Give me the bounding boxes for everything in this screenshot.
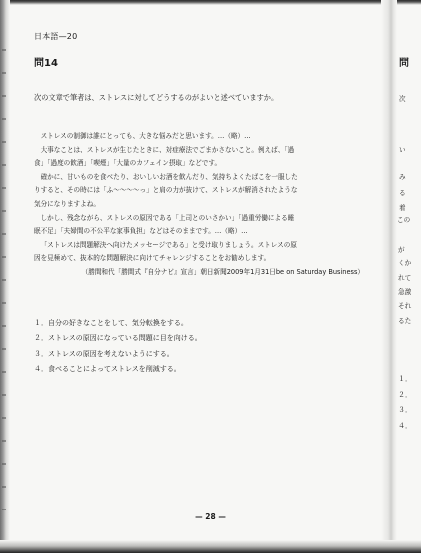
reading-passage	[34, 130, 364, 280]
answer-option-1: １．自分の好きなことをして、気分転換をする。	[34, 319, 188, 327]
passage-line: 気分になりますよね。	[34, 199, 100, 208]
right-page-fragment: 着	[399, 204, 406, 212]
right-page-fragment: る	[399, 189, 406, 197]
scan-top-edge	[0, 0, 421, 5]
right-page-fragment: み	[399, 173, 406, 181]
right-page-fragment: 急激	[398, 288, 412, 296]
page-number: — 28 —	[195, 512, 226, 521]
right-page-option: ３．	[398, 406, 412, 414]
passage-line: 因を見極めて、抜本的な問題解決に向けてチャレンジすることをお勧めします。	[34, 254, 271, 263]
right-page-prompt: 次	[399, 95, 406, 103]
answer-option-2: ２．ストレスの原因になっている問題に目を向ける。	[34, 334, 202, 343]
right-page-fragment: れて	[398, 274, 412, 282]
passage-line: 眠不足」「夫婦間の不公平な家事負担」などはそのままです。…（略）…	[34, 227, 248, 236]
passage-line: りすると、その時には「ふ〜〜〜〜っ」と肩の力が抜けて、ストレスが解消されたような	[34, 186, 298, 195]
right-page-option: ４．	[398, 422, 412, 430]
binding-marks	[2, 40, 6, 510]
passage-line: 確かに、甘いものを食べたり、おいしいお酒を飲んだり、気持ちよくたばこを一服した	[40, 172, 298, 181]
question-prompt: 次の文章で筆者は、ストレスに対してどうするのがよいと述べていますか。	[34, 93, 279, 102]
passage-line: 「ストレスは問題解決へ向けたメッセージである」と受け取りましょう。ストレスの原	[40, 240, 297, 249]
question-number: 問14	[34, 58, 58, 69]
right-page-option: １．	[398, 375, 412, 383]
right-page-fragment: るた	[398, 317, 412, 325]
passage-line: ストレスの制御は誰にとっても、大きな悩みだと思います。…（略）…	[40, 132, 251, 140]
answer-options	[34, 316, 202, 378]
passage-line: 食」「過度の飲酒」「喫煙」「大量のカフェイン摂取」などです。	[34, 159, 222, 168]
passage-line: しかし、残念ながら、ストレスの原因である「上司とのいさかい」「過重労働による睡	[40, 213, 295, 222]
section-label: 日本語—20	[34, 32, 78, 41]
right-page-fragment: い	[399, 146, 406, 154]
right-page-fragment: くか	[398, 259, 412, 267]
right-page-fragment: それ	[398, 302, 412, 310]
scan-bottom-edge	[0, 540, 421, 553]
page-gutter	[381, 0, 397, 553]
passage-line: 大事なことは、ストレスが生じたときに、対症療法でごまかさないこと。例えば、「過	[40, 145, 295, 154]
right-page-option: ２．	[398, 391, 412, 399]
right-page-fragment: が	[398, 246, 405, 254]
answer-option-3: ３．ストレスの原因を考えないようにする。	[34, 349, 174, 358]
answer-option-4: ４．食べることによってストレスを削減する。	[34, 365, 181, 374]
passage-source: （勝間和代「勝間式『自分ナビ』宣言」朝日新聞2009年1月31日be on Saturday Business）	[81, 267, 364, 276]
right-page-heading: 問	[399, 58, 409, 69]
right-page-fragment: この	[397, 216, 411, 224]
